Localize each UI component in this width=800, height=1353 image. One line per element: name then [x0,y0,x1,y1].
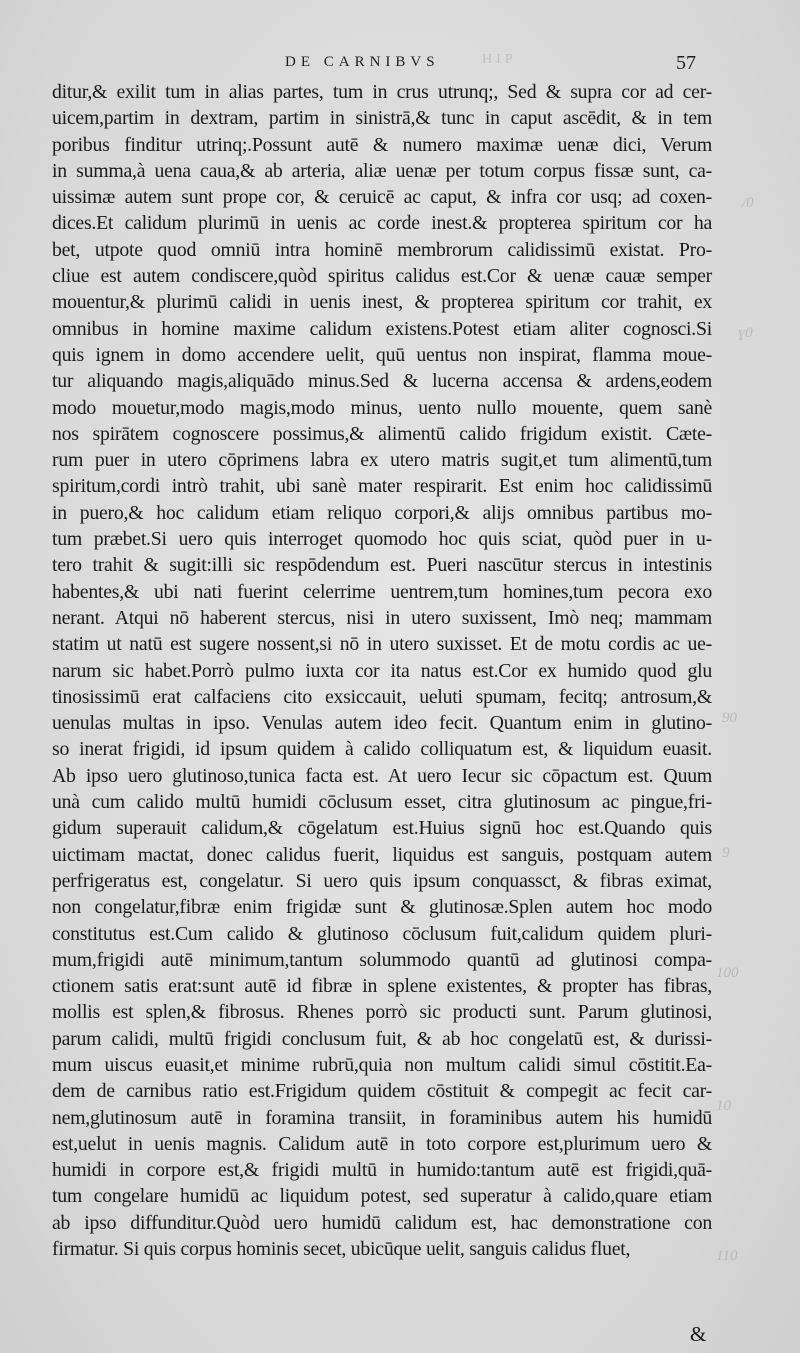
margin-annotation: 100 [716,965,739,981]
text-line: uictimam mactat, donec calidus fuerit, liquidus est sanguis, postquam autem [52,843,712,866]
text-line: humidi in corpore est,& frigidi multū in humido:tantum autē est frigidi,quā- [52,1159,712,1182]
text-line: spiritum,cordi intrò trahit, ubi sanè mater respirarit. Est enim hoc calidissimū [52,475,712,498]
text-line: rum puer in utero cōprimens labra ex utero matris sugit,et tum alimentū,tum [52,449,712,472]
show-through-text: HIP [482,52,517,67]
text-line: uicem,partim in dextram, partim in sinistrā,& tunc in caput ascēdit, & in tem [52,107,712,130]
margin-annotation: ɣ0 [738,325,753,341]
text-line: in summa,à uena caua,& ab arteria, aliæ uenæ per totum corpus fissæ sunt, ca- [52,159,712,182]
margin-annotation: 9 [722,845,730,861]
catchword: & [690,1322,707,1346]
text-line: ctionem satis erat:sunt autē id fibræ in splene existentes, & propter has fibras, [52,975,712,998]
text-line: statim ut natū est sugere nossent,si nō in utero suxisset. Et de motu cordis ac ue- [52,633,712,656]
running-title: DE CARNIBVS [285,54,440,70]
text-line: uenulas multas in ipso. Venulas autem ideo fecit. Quantum enim in glutino- [52,712,712,735]
margin-annotation: 90 [722,710,737,726]
margin-annotation: /0 [742,195,754,211]
text-line: constitutus est.Cum calido & glutinoso cōclusum fuit,calidum quidem pluri- [52,922,712,945]
text-line: gidum superauit calidum,& cōgelatum est.Huius signū hoc est.Quando quis [52,817,712,840]
text-line: nem,glutinosum autē in foramina transiit, in foraminibus autem his humidū [52,1106,712,1129]
text-line: nerant. Atqui nō haberent stercus, nisi in utero suxissent, Imò neq; mammam [52,606,712,629]
text-line: cliue est autem condiscere,quòd spiritus calidus est.Cor & uenæ cauæ semper [52,265,712,288]
text-line: parum calidi, multū frigidi conclusum fuit, & ab hoc congelatū est, & durissi- [52,1027,712,1050]
text-line: tinosissimū erat calfaciens cito exsiccauit, ueluti spumam, fecitq; antrosum,& [52,685,712,708]
text-line: uissimæ autem sunt prope cor, & ceruicē ac caput, & infra cor usq; ad coxen- [52,186,712,209]
text-line: tero trahit & sugit:illi sic respōdendum est. Pueri nascūtur stercus in intestinis [52,554,712,577]
text-line: tum præbet.Si uero quis interroget quomodo hoc quis sciat, quòd puer in u- [52,528,712,551]
text-line: dem de carnibus ratio est.Frigidum quidem cōstituit & compegit ac fecit car- [52,1080,712,1103]
text-line: quis ignem in domo accendere uelit, quū uentus non inspirat, flamma moue- [52,343,712,366]
margin-annotation: 110 [716,1248,738,1264]
margin-annotation: 10 [716,1098,731,1114]
text-line: dices.Et calidum plurimū in uenis ac corde inest.& propterea spiritum cor ha [52,212,712,235]
text-line: habentes,& ubi nati fuerint celerrime uentrem,tum homines,tum pecora exo [52,580,712,603]
text-line: tum congelare humidū ac liquidum potest, sed superatur à calido,quare etiam [52,1185,712,1208]
text-line: bet, utpote quod omniū intra hominē membrorum calidissimū existat. Pro- [52,238,712,261]
body-text [52,79,712,1262]
text-line: Ab ipso uero glutinoso,tunica facta est. At uero Iecur sic cōpactum est. Quum [52,764,712,787]
text-line: est,uelut in uenis magnis. Calidum autē in toto corpore est,plurimum uero & [52,1132,712,1155]
text-line: so inerat frigidi, id ipsum quidem à calido colliquatum est, & liquidum euasit. [52,738,712,761]
page-number: 57 [676,52,696,74]
text-line: ab ipso diffunditur.Quòd uero humidū calidum est, hac demonstratione con [52,1211,712,1234]
text-line: perfrigeratus est, congelatur. Si uero quis ipsum conquassct, & fibras eximat, [52,869,712,892]
text-line: mum uiscus euasit,et minime rubrū,quia non multum calidi simul cōstitit.Ea- [52,1053,712,1076]
text-line: narum sic habet.Porrò pulmo iuxta cor ita natus est.Cor ex humido quod glu [52,659,712,682]
text-line: mollis est splen,& fibrosus. Rhenes porrò sic producti sunt. Parum glutinosi, [52,1001,712,1024]
text-line: firmatur. Si quis corpus hominis secet, ubicūque uelit, sanguis calidus fluet, [52,1238,631,1261]
text-line: mum,frigidi autē minimum,tantum solummodo quantū ad glutinosi compa- [52,948,712,971]
text-line: mouentur,& plurimū calidi in uenis inest, & propterea spiritum cor trahit, ex [52,291,712,314]
text-line: unà cum calido multū humidi cōclusum esset, citra glutinosum ac pingue,fri- [52,791,712,814]
text-line: tur aliquando magis,aliquādo minus.Sed & lucerna accensa & ardens,eodem [52,370,712,393]
text-line: poribus finditur utrinq;.Possunt autē & numero maximæ uenæ dici, Verum [52,133,712,156]
text-line: omnibus in homine maxime calidum existens.Potest etiam aliter cognosci.Si [52,317,712,340]
text-line: modo mouetur,modo magis,modo minus, uento nullo mouente, quem sanè [52,396,712,419]
text-line: ditur,& exilit tum in alias partes, tum in crus utrunq;, Sed & supra cor ad cer- [52,81,712,103]
text-line: in puero,& hoc calidum etiam reliquo corpori,& alijs omnibus partibus mo- [52,501,712,524]
text-line: non congelatur,fibræ enim frigidæ sunt & glutinosæ.Splen autem hoc modo [52,896,712,919]
text-line: nos spirātem cognoscere possimus,& alimentū calido frigidum existit. Cæte- [52,422,712,445]
running-head [0,52,800,78]
